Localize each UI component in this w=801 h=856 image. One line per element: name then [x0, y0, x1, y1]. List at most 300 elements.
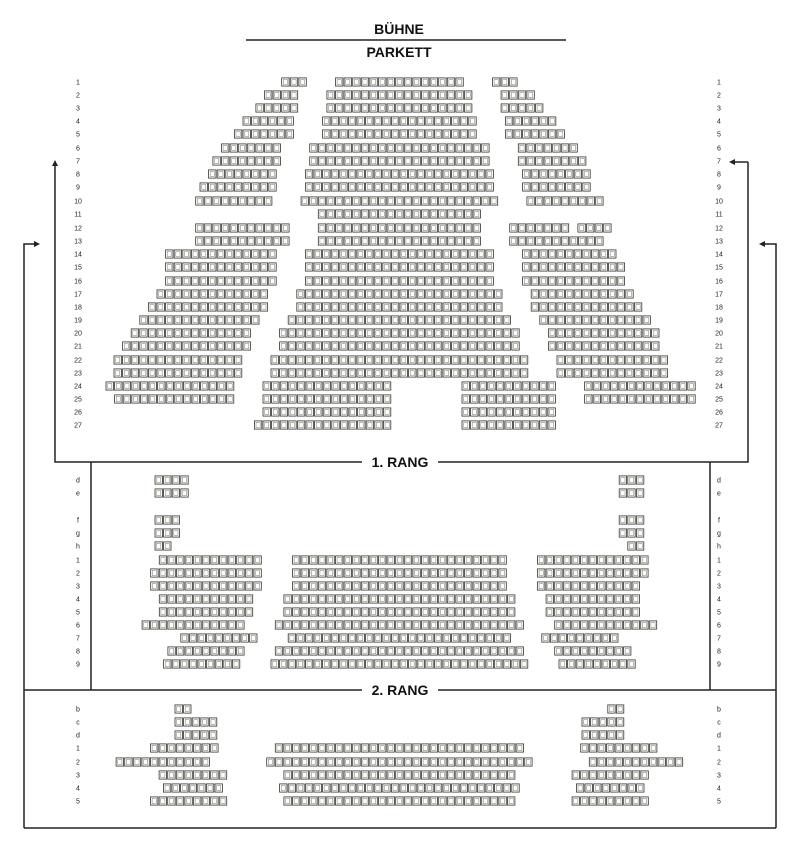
- seat[interactable]: [226, 369, 233, 377]
- seat[interactable]: [589, 797, 596, 805]
- seat[interactable]: [606, 621, 613, 629]
- seat[interactable]: [200, 250, 207, 258]
- seat[interactable]: [198, 660, 205, 668]
- seat[interactable]: [280, 356, 287, 364]
- seat[interactable]: [559, 660, 566, 668]
- seat[interactable]: [499, 647, 506, 655]
- seat[interactable]: [310, 144, 317, 152]
- seat[interactable]: [503, 329, 510, 337]
- seat[interactable]: [578, 224, 585, 232]
- seat[interactable]: [293, 797, 300, 805]
- seat[interactable]: [358, 408, 365, 416]
- seat[interactable]: [503, 634, 510, 642]
- seat[interactable]: [168, 797, 175, 805]
- seat[interactable]: [456, 210, 463, 218]
- seat[interactable]: [602, 382, 609, 390]
- seat[interactable]: [391, 117, 398, 125]
- seat[interactable]: [486, 250, 493, 258]
- seat[interactable]: [189, 784, 196, 792]
- seat[interactable]: [209, 356, 216, 364]
- seat[interactable]: [288, 660, 295, 668]
- seat[interactable]: [538, 569, 545, 577]
- seat[interactable]: [315, 421, 322, 429]
- seat[interactable]: [606, 595, 613, 603]
- seat[interactable]: [591, 342, 598, 350]
- seat[interactable]: [473, 595, 480, 603]
- seat[interactable]: [323, 634, 330, 642]
- seat[interactable]: [323, 316, 330, 324]
- seat[interactable]: [566, 342, 573, 350]
- seat[interactable]: [473, 771, 480, 779]
- seat[interactable]: [209, 263, 216, 271]
- seat[interactable]: [439, 608, 446, 616]
- seat[interactable]: [662, 395, 669, 403]
- seat[interactable]: [540, 170, 547, 178]
- seat[interactable]: [477, 170, 484, 178]
- seat[interactable]: [563, 595, 570, 603]
- seat[interactable]: [465, 621, 472, 629]
- seat[interactable]: [265, 224, 272, 232]
- seat[interactable]: [617, 356, 624, 364]
- seat[interactable]: [456, 144, 463, 152]
- seat[interactable]: [581, 556, 588, 564]
- seat[interactable]: [482, 582, 489, 590]
- seat[interactable]: [422, 621, 429, 629]
- seat[interactable]: [191, 263, 198, 271]
- seat[interactable]: [650, 744, 657, 752]
- seat[interactable]: [505, 117, 512, 125]
- seat[interactable]: [379, 758, 386, 766]
- seat[interactable]: [234, 356, 241, 364]
- seat[interactable]: [353, 144, 360, 152]
- seat[interactable]: [220, 582, 227, 590]
- seat[interactable]: [185, 647, 192, 655]
- seat[interactable]: [200, 329, 207, 337]
- seat[interactable]: [628, 529, 635, 537]
- seat[interactable]: [318, 582, 325, 590]
- seat[interactable]: [490, 582, 497, 590]
- seat[interactable]: [548, 130, 555, 138]
- seat[interactable]: [140, 382, 147, 390]
- seat[interactable]: [643, 369, 650, 377]
- seat[interactable]: [679, 382, 686, 390]
- seat[interactable]: [297, 382, 304, 390]
- seat[interactable]: [183, 329, 190, 337]
- seat[interactable]: [198, 634, 205, 642]
- seat[interactable]: [174, 277, 181, 285]
- seat[interactable]: [615, 797, 622, 805]
- seat[interactable]: [495, 660, 502, 668]
- seat[interactable]: [430, 78, 437, 86]
- seat[interactable]: [297, 784, 304, 792]
- seat[interactable]: [340, 329, 347, 337]
- seat[interactable]: [159, 758, 166, 766]
- seat[interactable]: [553, 157, 560, 165]
- seat[interactable]: [561, 197, 568, 205]
- seat[interactable]: [314, 183, 321, 191]
- seat[interactable]: [617, 369, 624, 377]
- seat[interactable]: [473, 210, 480, 218]
- seat[interactable]: [471, 395, 478, 403]
- seat[interactable]: [336, 91, 343, 99]
- seat[interactable]: [271, 369, 278, 377]
- seat[interactable]: [194, 569, 201, 577]
- seat[interactable]: [439, 647, 446, 655]
- seat[interactable]: [456, 621, 463, 629]
- seat[interactable]: [310, 797, 317, 805]
- seat[interactable]: [273, 144, 280, 152]
- seat[interactable]: [215, 634, 222, 642]
- seat[interactable]: [572, 771, 579, 779]
- seat[interactable]: [374, 342, 381, 350]
- seat[interactable]: [447, 210, 454, 218]
- seat[interactable]: [191, 356, 198, 364]
- seat[interactable]: [374, 329, 381, 337]
- seat[interactable]: [527, 197, 534, 205]
- seat[interactable]: [387, 556, 394, 564]
- seat[interactable]: [209, 170, 216, 178]
- seat[interactable]: [284, 758, 291, 766]
- seat[interactable]: [340, 316, 347, 324]
- seat[interactable]: [280, 342, 287, 350]
- seat[interactable]: [289, 382, 296, 390]
- seat[interactable]: [456, 647, 463, 655]
- seat[interactable]: [447, 91, 454, 99]
- seat[interactable]: [624, 758, 631, 766]
- seat[interactable]: [595, 224, 602, 232]
- seat[interactable]: [183, 382, 190, 390]
- seat[interactable]: [632, 771, 639, 779]
- seat[interactable]: [443, 263, 450, 271]
- seat[interactable]: [353, 210, 360, 218]
- seat[interactable]: [477, 329, 484, 337]
- seat[interactable]: [456, 569, 463, 577]
- seat[interactable]: [452, 250, 459, 258]
- seat[interactable]: [518, 157, 525, 165]
- seat[interactable]: [641, 556, 648, 564]
- seat[interactable]: [456, 608, 463, 616]
- seat[interactable]: [539, 395, 546, 403]
- seat[interactable]: [374, 263, 381, 271]
- seat[interactable]: [151, 621, 158, 629]
- seat[interactable]: [660, 369, 667, 377]
- seat[interactable]: [479, 421, 486, 429]
- seat[interactable]: [452, 329, 459, 337]
- seat[interactable]: [566, 170, 573, 178]
- seat[interactable]: [413, 758, 420, 766]
- seat[interactable]: [628, 784, 635, 792]
- seat[interactable]: [196, 197, 203, 205]
- seat[interactable]: [477, 660, 484, 668]
- seat[interactable]: [486, 316, 493, 324]
- seat[interactable]: [495, 329, 502, 337]
- seat[interactable]: [447, 608, 454, 616]
- seat[interactable]: [256, 237, 263, 245]
- seat[interactable]: [305, 369, 312, 377]
- seat[interactable]: [301, 556, 308, 564]
- seat[interactable]: [465, 224, 472, 232]
- seat[interactable]: [512, 342, 519, 350]
- seat[interactable]: [305, 290, 312, 298]
- seat[interactable]: [626, 342, 633, 350]
- seat[interactable]: [434, 263, 441, 271]
- seat[interactable]: [318, 224, 325, 232]
- seat[interactable]: [379, 621, 386, 629]
- seat[interactable]: [447, 758, 454, 766]
- seat[interactable]: [548, 329, 555, 337]
- seat[interactable]: [209, 382, 216, 390]
- seat[interactable]: [555, 569, 562, 577]
- seat[interactable]: [514, 130, 521, 138]
- seat[interactable]: [465, 582, 472, 590]
- seat[interactable]: [634, 342, 641, 350]
- seat[interactable]: [305, 263, 312, 271]
- seat[interactable]: [366, 784, 373, 792]
- seat[interactable]: [400, 183, 407, 191]
- seat[interactable]: [460, 183, 467, 191]
- seat[interactable]: [400, 117, 407, 125]
- seat[interactable]: [531, 130, 538, 138]
- seat[interactable]: [658, 758, 665, 766]
- seat[interactable]: [505, 421, 512, 429]
- seat[interactable]: [426, 634, 433, 642]
- seat[interactable]: [396, 744, 403, 752]
- seat[interactable]: [243, 303, 250, 311]
- seat[interactable]: [379, 197, 386, 205]
- seat[interactable]: [293, 647, 300, 655]
- seat[interactable]: [609, 329, 616, 337]
- seat[interactable]: [239, 224, 246, 232]
- seat[interactable]: [660, 356, 667, 364]
- seat[interactable]: [357, 660, 364, 668]
- seat[interactable]: [272, 408, 279, 416]
- seat[interactable]: [619, 382, 626, 390]
- seat[interactable]: [617, 342, 624, 350]
- seat[interactable]: [374, 303, 381, 311]
- seat[interactable]: [572, 556, 579, 564]
- seat[interactable]: [183, 277, 190, 285]
- seat[interactable]: [132, 382, 139, 390]
- seat[interactable]: [202, 569, 209, 577]
- seat[interactable]: [370, 197, 377, 205]
- seat[interactable]: [245, 582, 252, 590]
- seat[interactable]: [243, 290, 250, 298]
- seat[interactable]: [591, 263, 598, 271]
- seat[interactable]: [370, 237, 377, 245]
- seat[interactable]: [181, 660, 188, 668]
- seat[interactable]: [358, 421, 365, 429]
- seat[interactable]: [305, 342, 312, 350]
- seat[interactable]: [632, 621, 639, 629]
- seat[interactable]: [688, 382, 695, 390]
- seat[interactable]: [634, 316, 641, 324]
- seat[interactable]: [653, 395, 660, 403]
- seat[interactable]: [366, 263, 373, 271]
- seat[interactable]: [353, 771, 360, 779]
- seat[interactable]: [383, 342, 390, 350]
- seat[interactable]: [155, 529, 162, 537]
- seat[interactable]: [243, 170, 250, 178]
- seat[interactable]: [452, 660, 459, 668]
- seat[interactable]: [327, 621, 334, 629]
- seat[interactable]: [452, 634, 459, 642]
- seat[interactable]: [447, 556, 454, 564]
- seat[interactable]: [443, 356, 450, 364]
- seat[interactable]: [503, 660, 510, 668]
- seat[interactable]: [374, 277, 381, 285]
- seat[interactable]: [366, 250, 373, 258]
- seat[interactable]: [215, 660, 222, 668]
- seat[interactable]: [496, 395, 503, 403]
- seat[interactable]: [473, 621, 480, 629]
- seat[interactable]: [297, 395, 304, 403]
- seat[interactable]: [269, 250, 276, 258]
- seat[interactable]: [383, 277, 390, 285]
- seat[interactable]: [288, 316, 295, 324]
- seat[interactable]: [516, 621, 523, 629]
- seat[interactable]: [183, 369, 190, 377]
- seat[interactable]: [477, 290, 484, 298]
- seat[interactable]: [508, 621, 515, 629]
- seat[interactable]: [314, 303, 321, 311]
- seat[interactable]: [422, 647, 429, 655]
- seat[interactable]: [357, 130, 364, 138]
- seat[interactable]: [583, 183, 590, 191]
- seat[interactable]: [482, 197, 489, 205]
- seat[interactable]: [340, 290, 347, 298]
- seat[interactable]: [391, 316, 398, 324]
- seat[interactable]: [477, 263, 484, 271]
- seat[interactable]: [336, 78, 343, 86]
- seat[interactable]: [159, 797, 166, 805]
- seat[interactable]: [548, 277, 555, 285]
- seat[interactable]: [430, 144, 437, 152]
- seat[interactable]: [600, 303, 607, 311]
- seat[interactable]: [370, 647, 377, 655]
- seat[interactable]: [619, 395, 626, 403]
- seat[interactable]: [505, 395, 512, 403]
- seat[interactable]: [482, 157, 489, 165]
- seat[interactable]: [404, 647, 411, 655]
- seat[interactable]: [252, 277, 259, 285]
- seat[interactable]: [164, 660, 171, 668]
- seat[interactable]: [602, 660, 609, 668]
- seat[interactable]: [374, 117, 381, 125]
- seat[interactable]: [269, 170, 276, 178]
- seat[interactable]: [379, 157, 386, 165]
- seat[interactable]: [520, 356, 527, 364]
- seat[interactable]: [282, 104, 289, 112]
- seat[interactable]: [387, 608, 394, 616]
- seat[interactable]: [422, 582, 429, 590]
- seat[interactable]: [273, 104, 280, 112]
- seat[interactable]: [576, 634, 583, 642]
- seat[interactable]: [293, 758, 300, 766]
- seat[interactable]: [123, 395, 130, 403]
- seat[interactable]: [243, 342, 250, 350]
- seat[interactable]: [495, 369, 502, 377]
- seat[interactable]: [667, 758, 674, 766]
- seat[interactable]: [174, 356, 181, 364]
- seat[interactable]: [265, 104, 272, 112]
- seat[interactable]: [482, 744, 489, 752]
- seat[interactable]: [202, 758, 209, 766]
- seat[interactable]: [471, 421, 478, 429]
- seat[interactable]: [219, 797, 226, 805]
- seat[interactable]: [348, 634, 355, 642]
- seat[interactable]: [159, 569, 166, 577]
- seat[interactable]: [396, 91, 403, 99]
- seat[interactable]: [469, 170, 476, 178]
- seat[interactable]: [243, 250, 250, 258]
- seat[interactable]: [636, 489, 643, 497]
- seat[interactable]: [409, 130, 416, 138]
- seat[interactable]: [439, 91, 446, 99]
- seat[interactable]: [447, 104, 454, 112]
- seat[interactable]: [563, 647, 570, 655]
- seat[interactable]: [486, 342, 493, 350]
- seat[interactable]: [379, 582, 386, 590]
- seat[interactable]: [361, 210, 368, 218]
- seat[interactable]: [310, 556, 317, 564]
- seat[interactable]: [374, 130, 381, 138]
- seat[interactable]: [469, 369, 476, 377]
- seat[interactable]: [252, 303, 259, 311]
- seat[interactable]: [404, 744, 411, 752]
- seat[interactable]: [469, 356, 476, 364]
- seat[interactable]: [650, 758, 657, 766]
- seat[interactable]: [404, 771, 411, 779]
- seat[interactable]: [209, 329, 216, 337]
- seat[interactable]: [114, 356, 121, 364]
- seat[interactable]: [557, 303, 564, 311]
- seat[interactable]: [194, 744, 201, 752]
- seat[interactable]: [430, 582, 437, 590]
- seat[interactable]: [323, 303, 330, 311]
- seat[interactable]: [175, 731, 182, 739]
- seat[interactable]: [189, 634, 196, 642]
- seat[interactable]: [527, 144, 534, 152]
- seat[interactable]: [194, 647, 201, 655]
- seat[interactable]: [318, 771, 325, 779]
- seat[interactable]: [490, 197, 497, 205]
- seat[interactable]: [228, 569, 235, 577]
- seat[interactable]: [299, 78, 306, 86]
- seat[interactable]: [447, 647, 454, 655]
- seat[interactable]: [211, 621, 218, 629]
- seat[interactable]: [546, 595, 553, 603]
- seat[interactable]: [404, 224, 411, 232]
- seat[interactable]: [332, 395, 339, 403]
- seat[interactable]: [447, 224, 454, 232]
- seat[interactable]: [349, 421, 356, 429]
- seat[interactable]: [417, 170, 424, 178]
- seat[interactable]: [379, 595, 386, 603]
- seat[interactable]: [417, 329, 424, 337]
- seat[interactable]: [574, 316, 581, 324]
- seat[interactable]: [488, 382, 495, 390]
- seat[interactable]: [234, 342, 241, 350]
- seat[interactable]: [443, 660, 450, 668]
- seat[interactable]: [404, 621, 411, 629]
- seat[interactable]: [252, 250, 259, 258]
- seat[interactable]: [413, 157, 420, 165]
- seat[interactable]: [482, 647, 489, 655]
- seat[interactable]: [348, 183, 355, 191]
- seat[interactable]: [617, 277, 624, 285]
- seat[interactable]: [546, 569, 553, 577]
- seat[interactable]: [301, 595, 308, 603]
